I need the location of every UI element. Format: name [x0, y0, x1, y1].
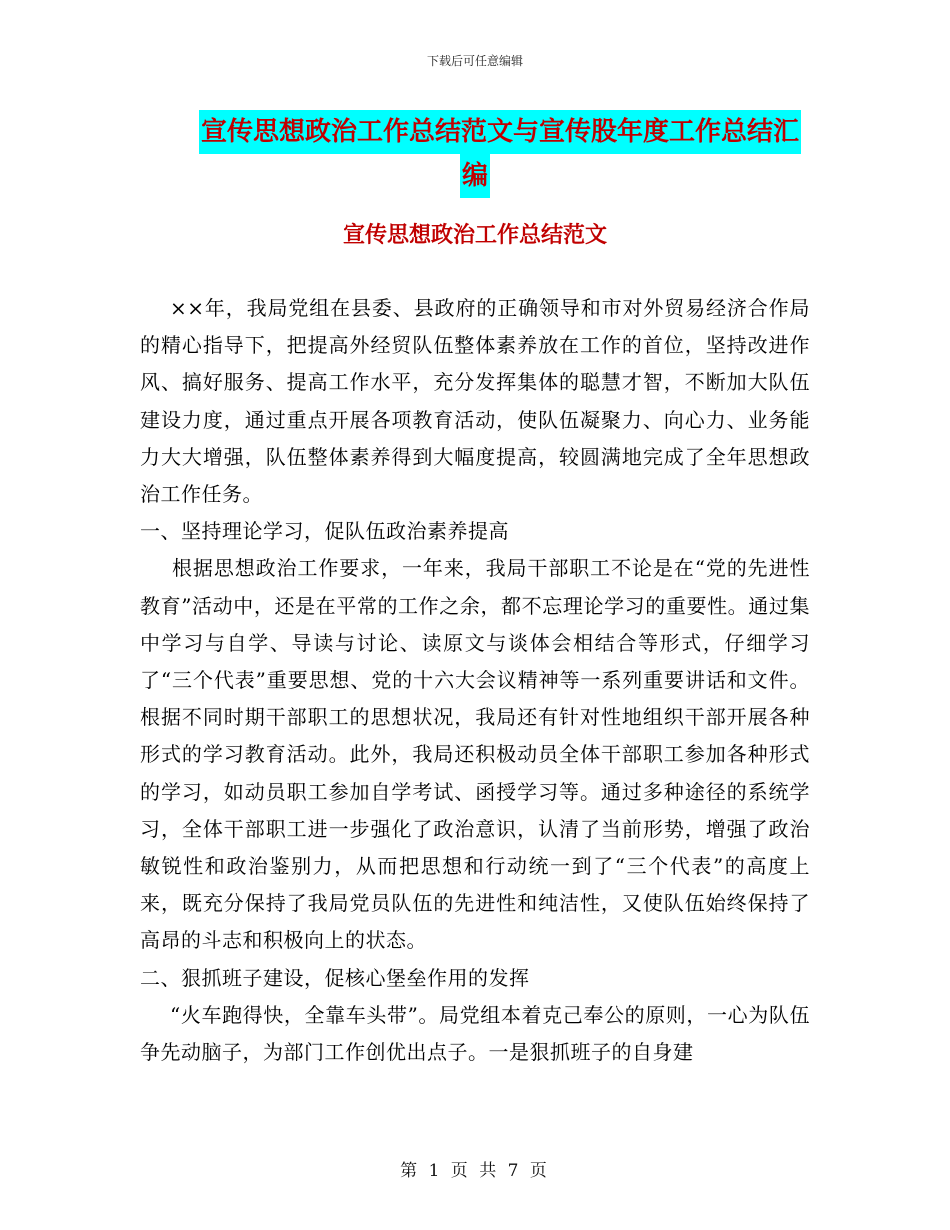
section-heading-2: 二、狠抓班子建设，促核心堡垒作用的发挥	[140, 965, 530, 990]
document-title-line-1: 宣传思想政治工作总结范文与宣传股年度工作总结汇	[199, 110, 801, 154]
section-title: 宣传思想政治工作总结范文	[342, 223, 607, 248]
section-2-paragraph: “火车跑得快，全靠车头带”。局党组本着克己奉公的原则，一心为队伍争先动脑子，为部门工作创优出点子。一是狠抓班子的自身建	[140, 1002, 810, 1065]
intro-paragraph: ××年，我局党组在县委、县政府的正确领导和市对外贸易经济合作局的精心指导下，把提高外经贸队伍整体素养放在工作的首位，坚持改进作风、搞好服务、提高工作水平，充分发挥集体的聪慧才智，不断加大队伍建设力度，通过重点开展各项教育活动，使队伍凝聚力、向心力、业务能力大大增强，队伍整体素养得到大幅度提高，较圆满地完成了全年思想政治工作任务。	[140, 296, 810, 507]
page-header: 下载后可任意编辑	[426, 54, 523, 68]
page-footer: 第 1 页 共 7 页	[400, 1161, 550, 1181]
document-title	[0, 110, 950, 198]
document-title-line-2: 编	[460, 154, 490, 198]
section-1-paragraph: 根据思想政治工作要求，一年来，我局干部职工不论是在“党的先进性教育”活动中，还是在平常的工作之余，都不忘理论学习的重要性。通过集中学习与自学、导读与讨论、读原文与谈体会相结合等形式，仔细学习了“三个代表”重要思想、党的十六大会议精神等一系列重要讲话和文件。根据不同时期干部职工的思想状况，我局还有针对性地组织干部开展各种形式的学习教育活动。此外，我局还积极动员全体干部职工参加各种形式的学习，如动员职工参加自学考试、函授学习等。通过多种途径的系统学习，全体干部职工进一步强化了政治意识，认清了当前形势，增强了政治敏锐性和政治鉴别力，从而把思想和行动统一到了“三个代表”的高度上来，既充分保持了我局党员队伍的先进性和纯洁性，又使队伍始终保持了高昂的斗志和积极向上的状态。	[140, 556, 810, 953]
section-heading-1: 一、坚持理论学习，促队伍政治素养提高	[140, 519, 509, 544]
body-text	[140, 290, 810, 1071]
